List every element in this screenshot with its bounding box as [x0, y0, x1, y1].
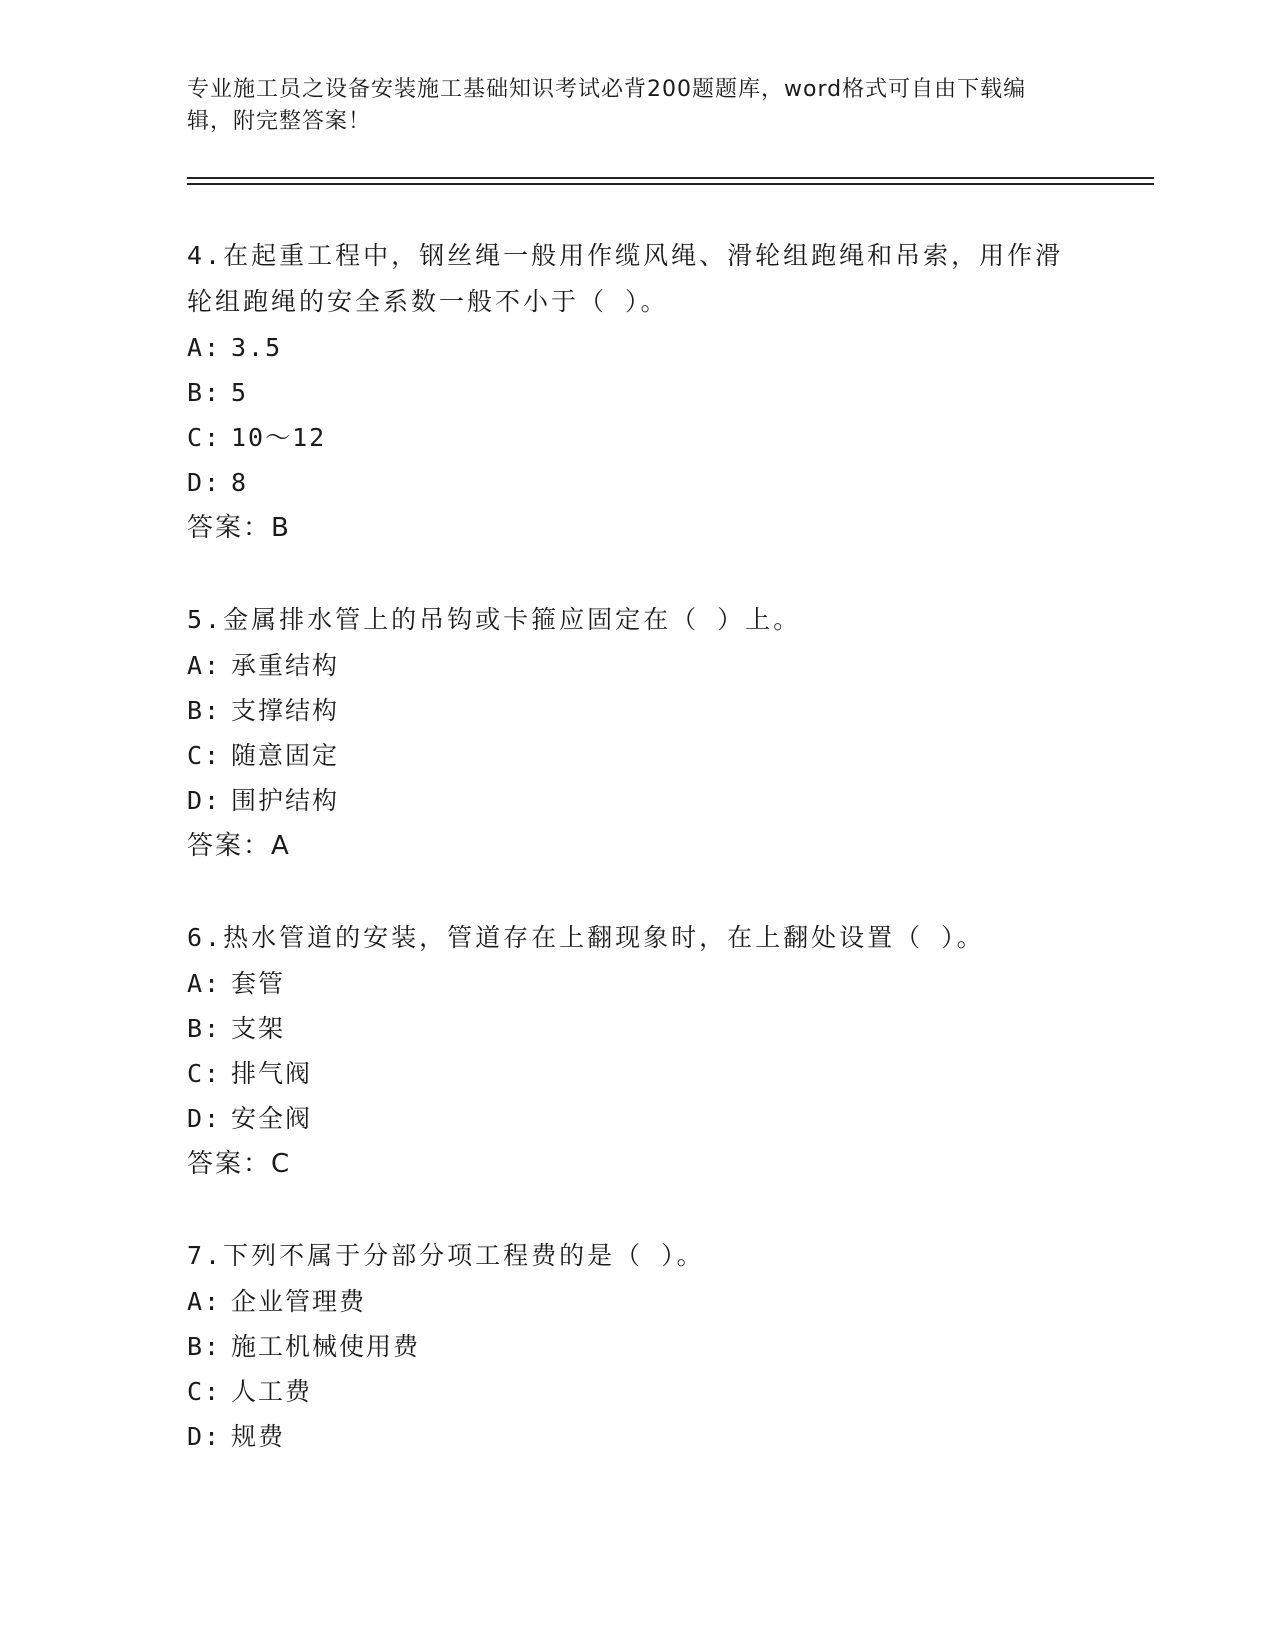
option-key: B: — [187, 696, 222, 725]
option-key: D: — [187, 786, 222, 815]
option-a — [187, 1279, 1087, 1324]
option-value: 承重结构 — [231, 651, 340, 680]
option-b — [187, 1006, 1087, 1051]
question-text: 7.下列不属于分部分项工程费的是（ ）。 — [187, 1241, 705, 1270]
option-value: 支架 — [231, 1014, 286, 1043]
option-key: C: — [187, 1377, 222, 1406]
question-text: 5.金属排水管上的吊钩或卡箍应固定在（ ）上。 — [187, 605, 802, 634]
option-key: A: — [187, 1287, 222, 1316]
question-block — [187, 1233, 1087, 1459]
option-key: D: — [187, 468, 222, 497]
option-value: 施工机械使用费 — [231, 1332, 421, 1361]
option-value: 人工费 — [231, 1377, 313, 1406]
answer-line: 答案：A — [187, 831, 291, 861]
header-divider-top — [187, 177, 1154, 179]
option-value: 10～12 — [231, 423, 327, 452]
option-d — [187, 778, 1087, 823]
answer-line: 答案：C — [187, 1149, 292, 1179]
option-d — [187, 460, 1087, 505]
option-value: 5 — [231, 378, 249, 407]
option-a — [187, 643, 1087, 688]
option-value: 排气阀 — [231, 1059, 313, 1088]
option-a — [187, 961, 1087, 1006]
question-text: 4.在起重工程中，钢丝绳一般用作缆风绳、滑轮组跑绳和吊索，用作滑轮组跑绳的安全系数一般不小于（ ）。 — [187, 241, 1064, 316]
option-key: A: — [187, 333, 222, 362]
option-value: 8 — [231, 468, 249, 497]
option-key: B: — [187, 1332, 222, 1361]
option-key: A: — [187, 969, 222, 998]
option-key: B: — [187, 378, 222, 407]
option-value: 随意固定 — [231, 741, 340, 770]
answer-line: 答案：B — [187, 513, 291, 543]
option-value: 围护结构 — [231, 786, 340, 815]
document-header: 专业施工员之设备安装施工基础知识考试必背200题题库，word格式可自由下载编辑，附完整答案！ — [187, 77, 1027, 134]
option-b — [187, 1324, 1087, 1369]
option-b — [187, 370, 1087, 415]
option-b — [187, 688, 1087, 733]
option-value: 企业管理费 — [231, 1287, 367, 1316]
question-block — [187, 597, 1087, 869]
option-key: D: — [187, 1104, 222, 1133]
option-c — [187, 1051, 1087, 1096]
header-divider-bottom — [187, 183, 1154, 185]
option-key: C: — [187, 741, 222, 770]
option-c — [187, 733, 1087, 778]
option-c — [187, 1369, 1087, 1414]
option-a — [187, 325, 1087, 370]
option-key: B: — [187, 1014, 222, 1043]
question-text: 6.热水管道的安装，管道存在上翻现象时，在上翻处设置（ ）。 — [187, 923, 985, 952]
option-key: A: — [187, 651, 222, 680]
option-d — [187, 1414, 1087, 1459]
option-key: C: — [187, 423, 222, 452]
option-value: 规费 — [231, 1422, 286, 1451]
question-block — [187, 233, 1087, 551]
question-block — [187, 915, 1087, 1187]
option-key: C: — [187, 1059, 222, 1088]
option-value: 支撑结构 — [231, 696, 340, 725]
option-value: 套管 — [231, 969, 286, 998]
option-key: D: — [187, 1422, 222, 1451]
option-value: 3.5 — [231, 333, 283, 362]
option-c — [187, 415, 1087, 460]
option-d — [187, 1096, 1087, 1141]
option-value: 安全阀 — [231, 1104, 313, 1133]
